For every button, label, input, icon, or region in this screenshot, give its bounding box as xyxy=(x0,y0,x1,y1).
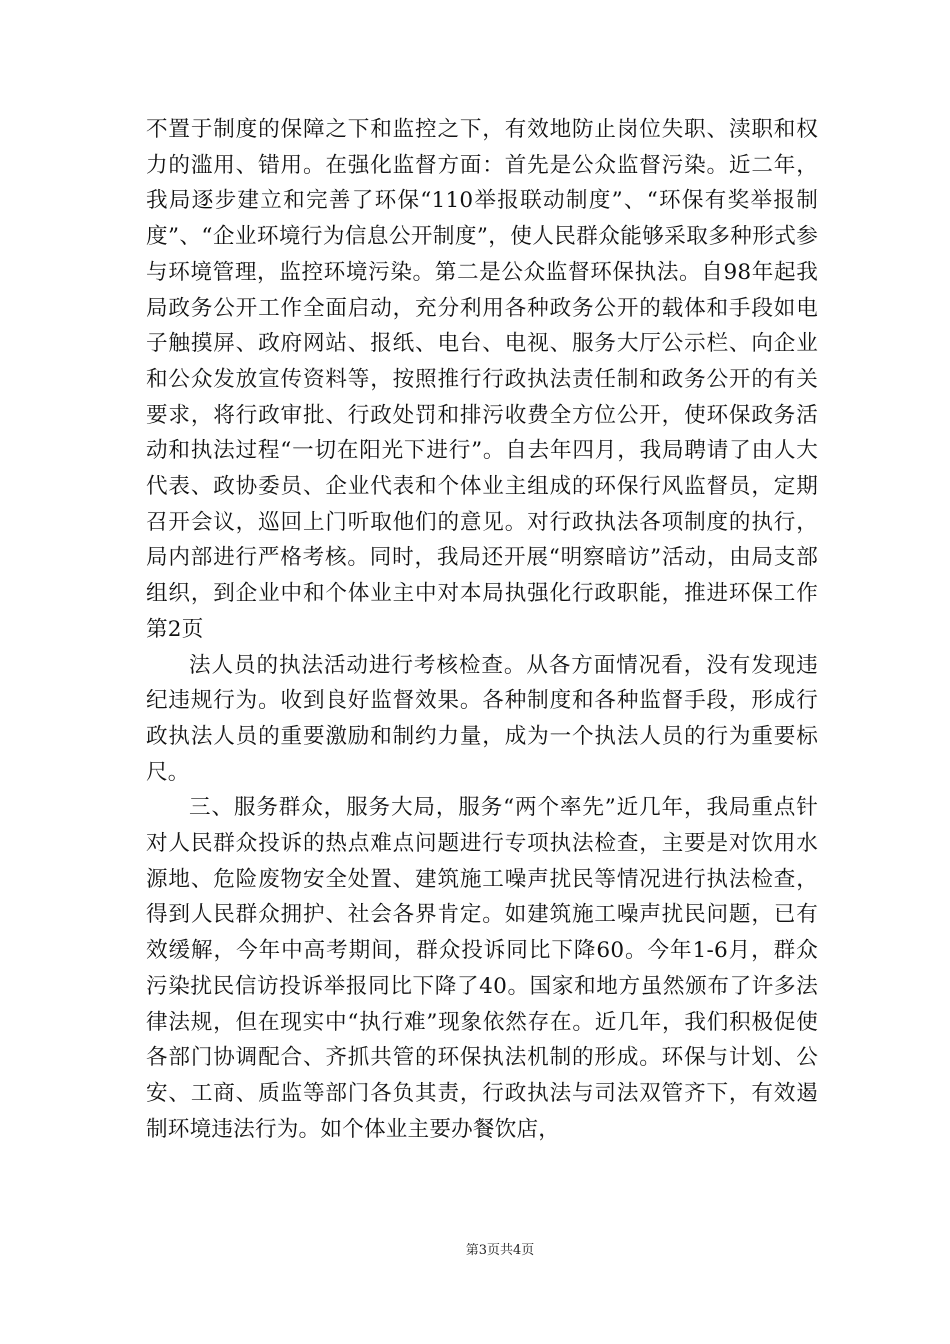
page-number-footer: 第3页共4页 xyxy=(465,1243,535,1258)
paragraph-inspection: 法人员的执法活动进行考核检查。从各方面情况看，没有发现违纪违规行为。收到良好监督效果。各种制度和各种监督手段，形成行政执法人员的重要激励和制约力量，成为一个执法人员的行为重要标尺。 xyxy=(146,652,818,785)
document-body xyxy=(146,112,818,1147)
paragraph-supervision: 不置于制度的保障之下和监控之下，有效地防止岗位失职、渎职和权力的滥用、错用。在强化监督方面：首先是公众监督污染。近二年，我局逐步建立和完善了环保“110举报联动制度”、“环保有奖举报制度”、“企业环境行为信息公开制度”，使人民群众能够采取多种形式参与环境管理，监控环境污染。第二是公众监督环保执法。自98年起我局政务公开工作全面启动，充分利用各种政务公开的载体和手段如电子触摸屏、政府网站、报纸、电台、电视、服务大厅公示栏、向企业和公众发放宣传资料等，按照推行行政执法责任制和政务公开的有关要求，将行政审批、行政处罚和排污收费全方位公开，使环保政务活动和执法过程“一切在阳光下进行”。自去年四月，我局聘请了由人大代表、政协委员、企业代表和个体业主组成的环保行风监督员，定期召开会议，巡回上门听取他们的意见。对行政执法各项制度的执行，局内部进行严格考核。同时，我局还开展“明察暗访”活动，由局支部组织，到企业中和个体业主中对本局执强化行政职能，推进环保工作第2页 xyxy=(146,117,818,642)
paragraph-service: 三、服务群众，服务大局，服务“两个率先”近几年，我局重点针对人民群众投诉的热点难点问题进行专项执法检查，主要是对饮用水源地、危险废物安全处置、建筑施工噪声扰民等情况进行执法检查，得到人民群众拥护、社会各界肯定。如建筑施工噪声扰民问题，已有效缓解，今年中高考期间，群众投诉同比下降60。今年1-6月，群众污染扰民信访投诉举报同比下降了40。国家和地方虽然颁布了许多法律法规，但在现实中“执行难”现象依然存在。近几年，我们积极促使各部门协调配合、齐抓共管的环保执法机制的形成。环保与计划、公安、工商、质监等部门各负其责，行政执法与司法双管齐下，有效遏制环境违法行为。如个体业主要办餐饮店， xyxy=(146,795,818,1142)
